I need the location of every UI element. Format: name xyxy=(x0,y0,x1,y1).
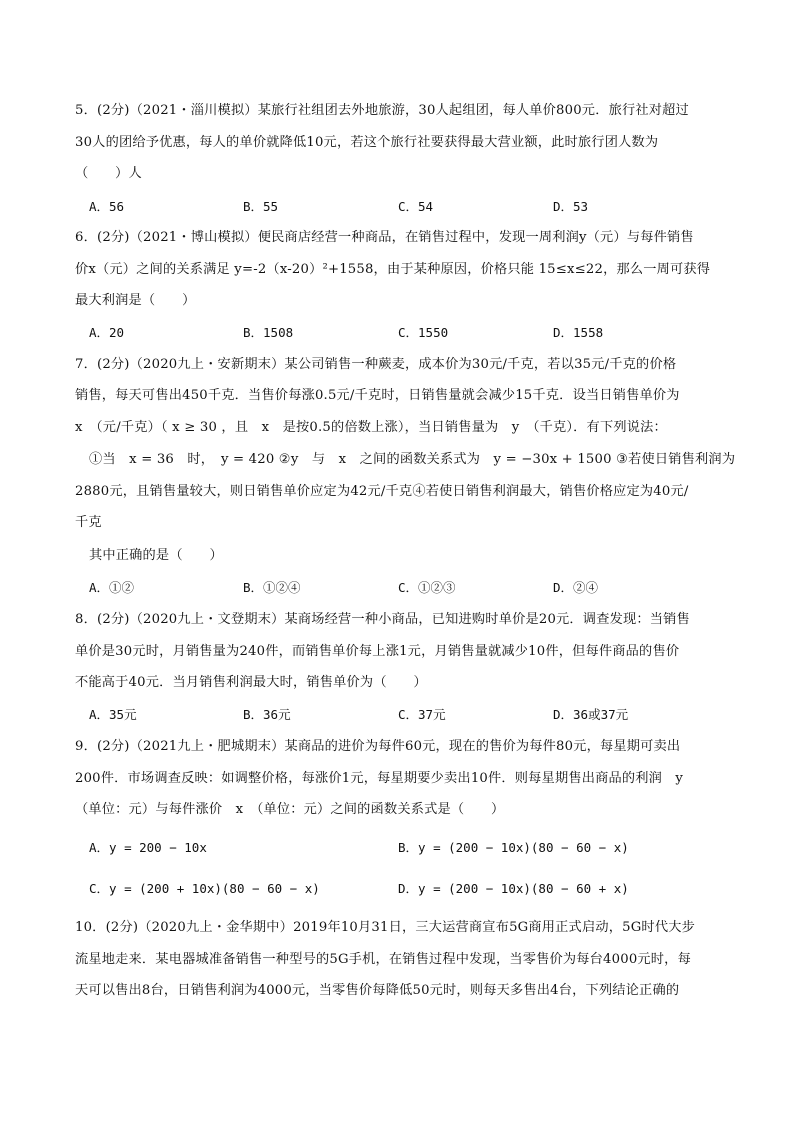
question-5-line-3: （ ）人 xyxy=(75,166,142,181)
question-9-line-3: （单位：元）与每件涨价 x （单位：元）之间的函数关系式是（ ） xyxy=(75,802,505,817)
question-7-line-4: ①当 x = 36 时， y = 420 ②y 与 x 之间的函数关系式为 y = −30x + 1500 ③若使日销售利润为 xyxy=(89,452,736,467)
question-5-option-b: B．55 xyxy=(243,199,279,214)
question-7-option-d: D．②④ xyxy=(553,580,599,595)
question-8-line-3: 不能高于40元．当月销售利润最大时，销售单价为（ ） xyxy=(75,675,427,690)
question-6-option-b: B．1508 xyxy=(243,325,294,340)
question-8-option-c: C．37元 xyxy=(398,707,446,722)
question-6-line-3: 最大利润是（ ） xyxy=(75,293,196,308)
question-9-option-b: B．y = (200 − 10x)(80 − 60 − x) xyxy=(398,840,629,855)
question-6-option-c: C．1550 xyxy=(398,325,449,340)
question-6-line-2: 价x（元）之间的关系满足 y=-2（x-20）²+1558，由于某种原因，价格只能 15≤x≤22，那么一周可获得 xyxy=(75,262,711,277)
question-9-option-c: C．y = (200 + 10x)(80 − 60 − x) xyxy=(89,881,320,896)
question-7-line-6: 千克 xyxy=(75,515,102,530)
question-9-line-1: 9．(2分)（2021九上・肥城期末）某商品的进价为每件60元，现在的售价为每件80元，每星期可卖出 xyxy=(75,739,681,754)
question-10-line-2: 流星地走来．某电器城准备销售一种型号的5G手机，在销售过程中发现，当零售价为每台4000元时，每 xyxy=(75,952,691,967)
question-5-option-c: C．54 xyxy=(398,199,434,214)
question-7-line-3: x （元/千克）（ x ≥ 30 ，且 x 是按0.5的倍数上涨），当日销售量为 y （千克）．有下列说法： xyxy=(75,420,667,435)
question-10-line-1: 10．(2分)（2020九上・金华期中）2019年10月31日，三大运营商宣布5G商用正式启动，5G时代大步 xyxy=(75,920,695,935)
question-7-option-a: A．①② xyxy=(89,580,135,595)
question-9-line-2: 200件．市场调查反映：如调整价格，每涨价1元，每星期要少卖出10件．则每星期售出商品的利润 y xyxy=(75,771,684,786)
question-8-option-d: D．36或37元 xyxy=(553,707,629,722)
question-8-option-b: B．36元 xyxy=(243,707,291,722)
question-9-option-d: D．y = (200 − 10x)(80 − 60 + x) xyxy=(398,881,629,896)
question-7-line-7: 其中正确的是（ ） xyxy=(89,548,223,563)
question-10-line-3: 天可以售出8台，日销售利润为4000元，当零售价每降低50元时，则每天多售出4台，下列结论正确的 xyxy=(75,983,680,998)
question-8-line-1: 8．(2分)（2020九上・文登期末）某商场经营一种小商品，已知进购时单价是20元．调查发现：当销售 xyxy=(75,612,690,627)
question-7-line-2: 销售，每天可售出450千克．当售价每涨0.5元/千克时，日销售量就会减少15千克．设当日销售单价为 xyxy=(75,388,680,403)
question-8-line-2: 单价是30元时，月销售量为240件，而销售单价每上涨1元，月销售量就减少10件，但每件商品的售价 xyxy=(75,644,680,659)
question-6-option-a: A．20 xyxy=(89,325,125,340)
question-5-option-d: D．53 xyxy=(553,199,589,214)
question-5-line-2: 30人的团给予优惠，每人的单价就降低10元，若这个旅行社要获得最大营业额，此时旅行团人数为 xyxy=(75,135,659,150)
question-9-option-a: A．y = 200 − 10x xyxy=(89,840,207,855)
question-7-option-c: C．①②③ xyxy=(398,580,456,595)
question-7-line-1: 7．(2分)（2020九上・安新期末）某公司销售一种蕨麦，成本价为30元/千克，若以35元/千克的价格 xyxy=(75,357,677,372)
question-7-option-b: B．①②④ xyxy=(243,580,301,595)
question-6-option-d: D．1558 xyxy=(553,325,604,340)
question-6-line-1: 6．(2分)（2021・博山模拟）便民商店经营一种商品，在销售过程中，发现一周利润y（元）与每件销售 xyxy=(75,230,694,245)
question-8-option-a: A．35元 xyxy=(89,707,137,722)
question-7-line-5: 2880元，且销售量较大，则日销售单价应定为42元/千克④若使日销售利润最大，销售价格应定为40元/ xyxy=(75,484,689,499)
question-5-option-a: A．56 xyxy=(89,199,125,214)
question-5-line-1: 5．(2分)（2021・淄川模拟）某旅行社组团去外地旅游，30人起组团，每人单价800元．旅行社对超过 xyxy=(75,103,689,118)
